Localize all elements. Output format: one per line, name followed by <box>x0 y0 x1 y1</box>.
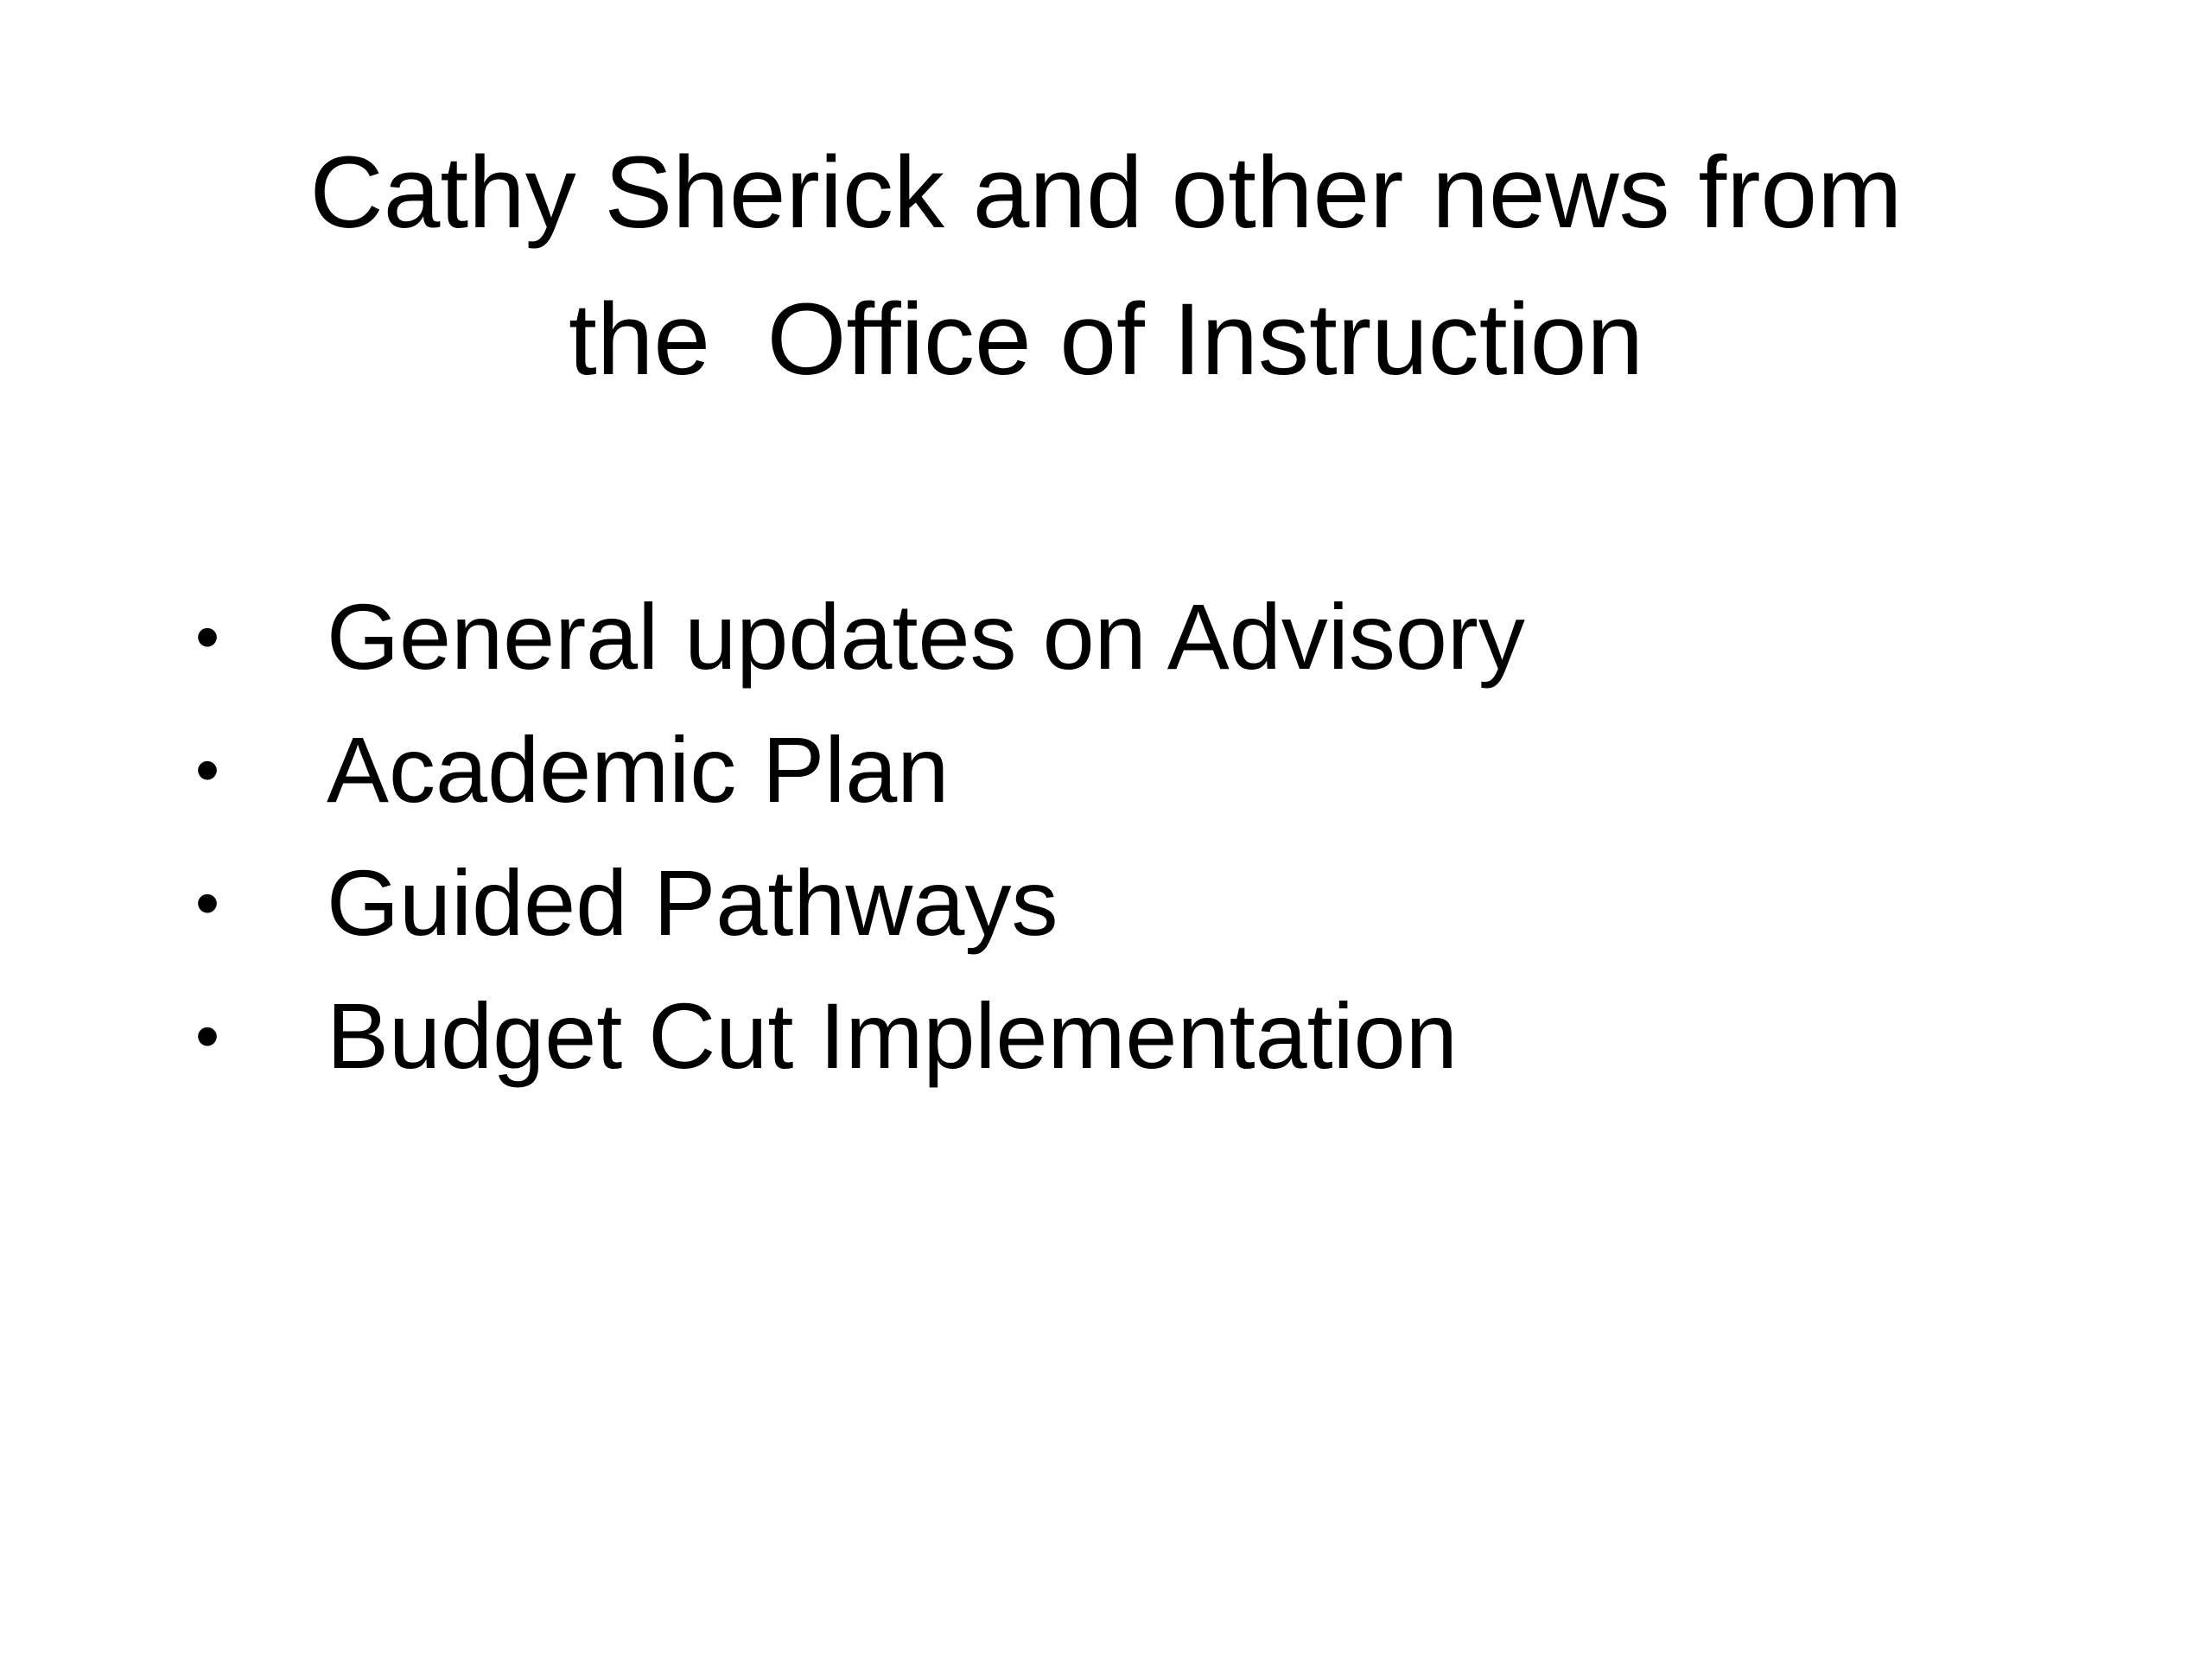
bullet-text: Budget Cut Implementation <box>327 983 1458 1088</box>
list-item <box>181 836 1996 969</box>
list-item <box>181 570 1996 703</box>
bullet-text: Academic Plan <box>327 717 950 822</box>
list-item <box>181 969 1996 1103</box>
list-item <box>181 703 1996 836</box>
bullet-icon: • <box>194 598 219 675</box>
slide-title <box>156 119 2056 413</box>
bullet-text: Guided Pathways <box>327 850 1058 955</box>
slide-title-line-2: the Office of Instruction <box>568 283 1643 397</box>
bullet-icon: • <box>194 864 219 941</box>
bullet-icon: • <box>194 731 219 808</box>
bullet-text: General updates on Advisory <box>327 584 1525 689</box>
slide-title-line-1: Cathy Sherick and other news from <box>309 136 1903 250</box>
bullet-icon: • <box>194 997 219 1074</box>
bullet-list <box>181 570 1996 1103</box>
